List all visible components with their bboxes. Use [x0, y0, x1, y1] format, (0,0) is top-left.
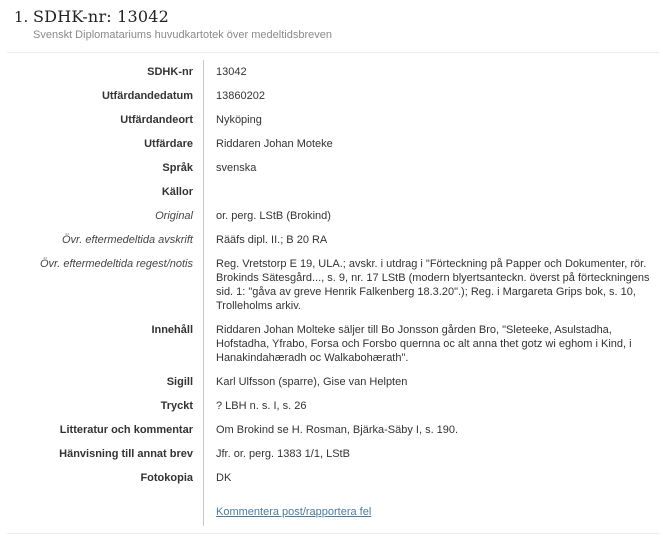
record-rows	[0, 60, 663, 490]
field-label: Hänvisning till annat brev	[59, 448, 193, 460]
page-subtitle: Svenskt Diplomatariums huvudkartotek över medeltidsbreven	[33, 29, 332, 41]
field-value: Jfr. or. perg. 1383 1/1, LStB	[203, 442, 663, 466]
field-value: Rääfs dipl. II.; B 20 RA	[203, 228, 663, 252]
spacer-row	[0, 490, 663, 500]
record-row	[0, 252, 663, 318]
field-label: Tryckt	[160, 400, 193, 412]
list-number: 1.	[14, 8, 29, 26]
spacer-value-cell	[203, 490, 663, 500]
field-label: Övr. eftermedeltida avskrift	[61, 234, 193, 246]
field-label: Källor	[161, 186, 193, 198]
field-value: ? LBH n. s. I, s. 26	[203, 394, 663, 418]
field-value: 13042	[203, 60, 663, 84]
record-row	[0, 84, 663, 108]
field-label: Utfärdandedatum	[101, 90, 193, 102]
spacer-label-cell	[0, 490, 203, 500]
record-row	[0, 442, 663, 466]
page-title: SDHK-nr: 13042	[33, 7, 170, 26]
record-row	[0, 394, 663, 418]
comment-report-link[interactable]: Kommentera post/rapportera fel	[216, 506, 372, 518]
field-value: Riddaren Johan Moteke	[203, 132, 663, 156]
field-value: 13860202	[203, 84, 663, 108]
record-row	[0, 108, 663, 132]
field-value: Reg. Vretstorp E 19, ULA.; avskr. i utdrag i "Förteckning på Papper och Dokumenter, rör. Brokinds Sätesgård..., s. 9, nr. 17 LStB (modern blyertsanteckn. överst på förteckningens sid. 1: "gåva av greve Henrik Falkenberg 18.3.20".); Reg. i Margareta Grips bok, s. 10, Trolleholms arkiv.	[203, 252, 663, 318]
field-value: svenska	[203, 156, 663, 180]
field-value: DK	[203, 466, 663, 490]
field-value: Karl Ulfsson (sparre), Gise van Helpten	[203, 370, 663, 394]
field-value: Nyköping	[203, 108, 663, 132]
field-label: Sigill	[166, 376, 193, 388]
field-label: SDHK-nr	[147, 66, 193, 78]
link-row	[0, 500, 663, 526]
field-value: Om Brokind se H. Rosman, Bjärka-Säby I, s. 190.	[203, 418, 663, 442]
field-label: Innehåll	[151, 324, 193, 336]
record-row	[0, 228, 663, 252]
field-value: or. perg. LStB (Brokind)	[203, 204, 663, 228]
field-label: Övr. eftermedeltida regest/notis	[39, 258, 193, 270]
record-row	[0, 418, 663, 442]
bottom-divider	[7, 533, 659, 534]
link-label-cell	[0, 500, 203, 526]
top-divider	[7, 52, 659, 53]
record-row	[0, 370, 663, 394]
header-text-block	[33, 7, 332, 41]
record-row	[0, 204, 663, 228]
record-header	[0, 7, 663, 41]
field-label: Språk	[162, 162, 193, 174]
field-label: Utfärdandeort	[120, 114, 193, 126]
record-row	[0, 132, 663, 156]
link-value-cell	[203, 500, 663, 526]
record-row	[0, 318, 663, 370]
record-row	[0, 60, 663, 84]
record-row	[0, 156, 663, 180]
field-value: Riddaren Johan Molteke säljer till Bo Jonsson gården Bro, "Sleteeke, Asulstadha, Hofstadha, Yfrabo, Forsa och Forsbo quernna oc alt anna thet gotz wi eghom i Kind, i Hanakindahæradh oc Walkabohærath".	[203, 318, 663, 370]
record-row	[0, 180, 663, 204]
field-label: Fotokopia	[140, 472, 193, 484]
record-row	[0, 466, 663, 490]
field-label: Utfärdare	[144, 138, 193, 150]
record-table	[0, 60, 663, 526]
field-label: Original	[155, 210, 193, 222]
field-label: Litteratur och kommentar	[59, 424, 193, 436]
field-value	[203, 180, 663, 204]
